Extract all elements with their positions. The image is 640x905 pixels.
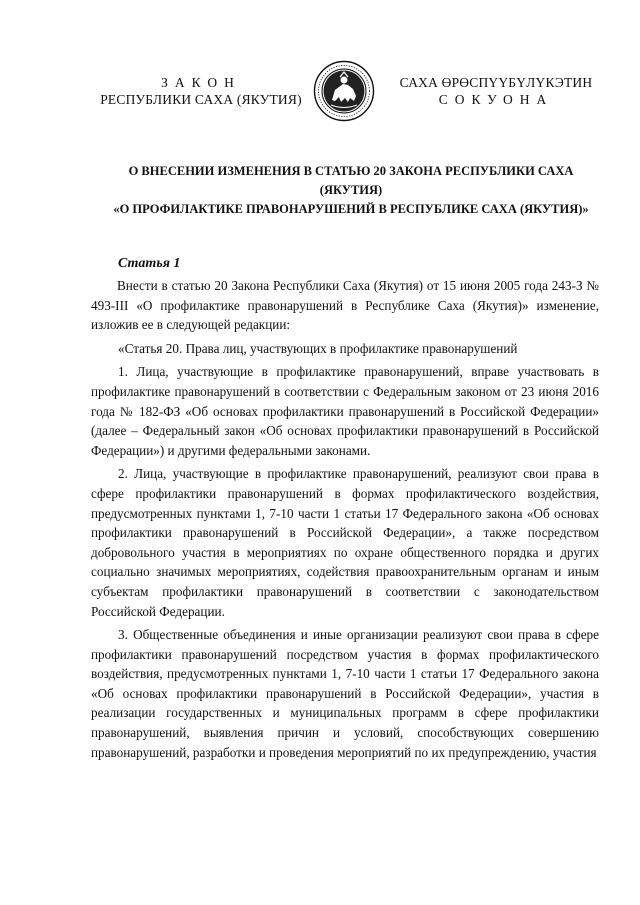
new-article-title: «Статья 20. Права лиц, участвующих в профилактике правонарушений xyxy=(118,340,518,356)
header-left-line1: ЗАКОН xyxy=(161,75,241,90)
document-title xyxy=(96,162,606,219)
article-body xyxy=(91,276,599,766)
article-intro: Внести в статью 20 Закона Республики Саха (Якутия) от 15 июня 2005 года 243-З № 493-III «О профилактике правонарушений в Республике Саха (Якутия)» изменение, изложив ее в следующей редакции: xyxy=(91,278,599,333)
paragraph-1: 1. Лица, участвующие в профилактике правонарушений, вправе участвовать в профилактике правонарушений в соответствии с Федеральным законом от 23 июня 2016 года № 182-ФЗ «Об основах профилактики правонарушений в Российской Федерации» (далее – Федеральный закон «Об основах профилактики правонарушений в Российской Федерации») и другими федеральными законами. xyxy=(91,364,599,458)
paragraph-3: 3. Общественные объединения и иные организации реализуют свои права в сфере профилактики правонарушений посредством участия в формах профилактического воздействия, предусмотренных пунктами 1, 7-10 части 1 статьи 17 Федерального закона «Об основах профилактики правонарушений в Российской Федерации», участия в реализации государственных и муниципальных программ в сфере профилактики правонарушений, выявления причин и условий, способствующих совершению правонарушений, разработки и проведения мероприятий по их предупреждению, участия xyxy=(91,627,599,760)
header-right-line2: СОКУОНА xyxy=(438,92,554,107)
header-right xyxy=(378,74,614,108)
header-left-line2: РЕСПУБЛИКИ САХА (ЯКУТИЯ) xyxy=(100,92,302,107)
coat-of-arms-emblem xyxy=(313,60,375,122)
title-line1: О ВНЕСЕНИИ ИЗМЕНЕНИЯ В СТАТЬЮ 20 ЗАКОНА РЕСПУБЛИКИ САХА (ЯКУТИЯ) xyxy=(128,164,574,197)
header-left xyxy=(90,74,312,108)
title-line2: «О ПРОФИЛАКТИКЕ ПРАВОНАРУШЕНИЙ В РЕСПУБЛИКЕ САХА (ЯКУТИЯ)» xyxy=(113,202,589,216)
article-heading: Статья 1 xyxy=(118,256,181,271)
paragraph-2: 2. Лица, участвующие в профилактике правонарушений, реализуют свои права в сфере профилактики правонарушений в формах профилактического воздействия, предусмотренных пунктами 1, 7-10 части 1 статьи 17 Федерального закона «Об основах профилактики правонарушений в Российской Федерации», а также посредством добровольного участия в мероприятиях по охране общественного порядка и других социально значимых мероприятиях, содействия правоохранительным органам и иным субъектам профилактики правонарушений в соответствии с законодательством Российской Федерации. xyxy=(91,466,599,619)
header-right-line1: САХА ӨРӨСПҮҮБҮЛҮКЭТИН xyxy=(399,75,593,90)
